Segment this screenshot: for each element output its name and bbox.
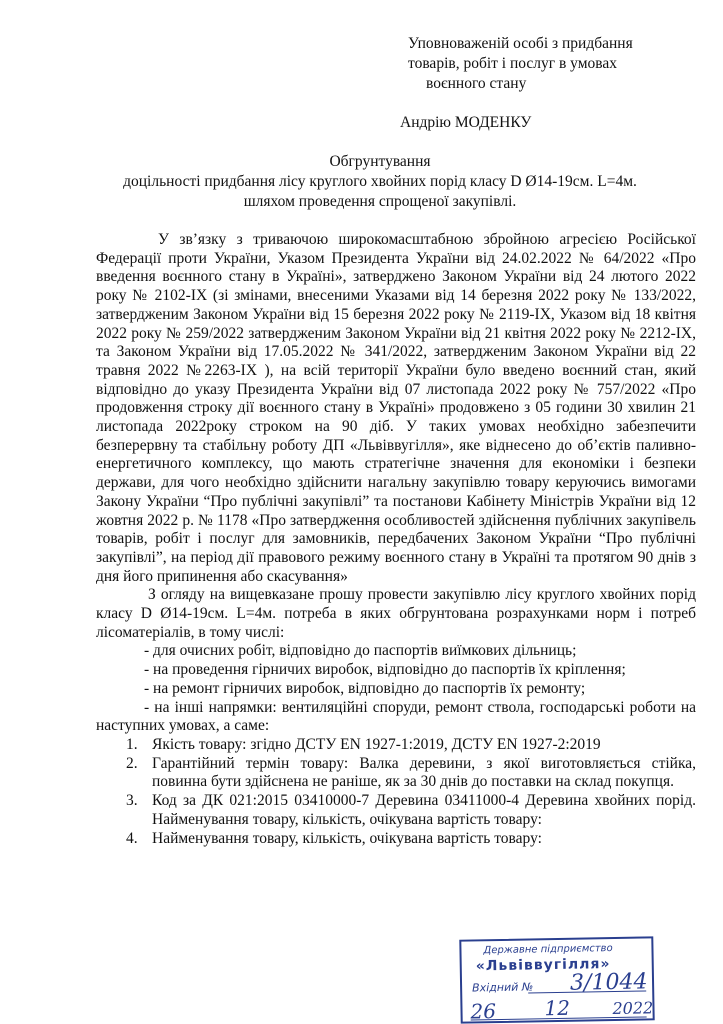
stamp-year: 2022 <box>612 998 654 1019</box>
title-line-1: Обгрунтування <box>329 153 431 170</box>
paragraph-1: У зв’язку з триваючою широкомасштабною збройною агресією Російської Федерації проти України, Указом Президента України від 24.02.2022 № 64/2022 «Про введення воєнного стану в Україні», затверджено Законом України від 24 лютого 2022 року № 2102-IX (зі змінами, внесеними Указами від 14 березня 2022 року № 133/2022, затвердженим Законом України від 15 березня 2022 року № 2119-IX, Указом від 18 квітня 2022 року № 259/2022 затвердженим Законом України від 21 квітня 2022 року № 2212-IX, та Законом України від 17.05.2022 № 341/2022, затвердженим Законом України від 22 травня 2022 №2263-IX ), на всій території України було введено воєнний стан, який відповідно до указу Президента України від 07 листопада 2022 року № 757/2022 «Про продовження строку дії воєнного стану в Україні» продовжено з 05 години 30 хвилин 21 листопада 2022року строком на 90 діб. У таких умовах необхідно забезпечити безперервну та стабільну роботу ДП «Львіввугілля», яке віднесено до об’єктів паливно-енергетичного комплексу, що мають стратегічне значення для економіки і безпеки держави, для чого необхідно здійснити нагальну закупівлю товару керуючись вимогами Закону України “Про публічні закупівлі” та постанови Кабінету Міністрів України від 12 жовтня 2022 р. № 1178 «Про затвердження особливостей здійснення публічних закупівель товарів, робіт і послуг для замовників, передбачених Законом України “Про публічні закупівлі”, на період дії правового режиму воєнного стану в Україні та протягом 90 днів з дня його припинення або скасування» <box>96 231 696 585</box>
bullet-item-2: - на проведення гірничих виробок, відповідно до паспортів їх кріплення; <box>144 661 626 679</box>
addressee-line-2: товарів, робіт і послуг в умовах <box>408 55 618 72</box>
stamp-org: Державне підприємство <box>483 943 613 957</box>
stamp-name: «Львіввугілля» <box>475 956 611 975</box>
stamp-incoming-label: Вхідний № <box>472 980 534 995</box>
addressee-line-3: воєнного стану <box>426 75 527 92</box>
list-item: 3. Код за ДК 021:2015 03410000-7 Деревина 03411000-4 Деревина хвойних порід. Найменування товару, кількість, очікувана вартість товару: <box>126 792 696 828</box>
stamp-day: 26 <box>470 999 497 1024</box>
list-item: 4. Найменування товару, кількість, очікувана вартість товару: <box>126 829 542 847</box>
paragraph-2: З огляду на вищевказане прошу провести закупівлю лісу круглого хвойних порід класу D Ø14-19см. L=4м. потреба в яких обгрунтована розрахунками норм і потреб лісоматеріалів, в тому числі: <box>96 586 696 641</box>
title-line-3: шляхом проведення спрощеної закупівлі. <box>243 193 517 210</box>
bullet-item-4: - на інші напрямки: вентиляційні споруди, ремонт ствола, господарські роботи на наступних умовах, а саме: <box>96 698 696 735</box>
list-item: 2. Гарантійний термін товару: Валка деревини, з якої виготовляється стійка, повинна бути здійснена не раніше, як за 30 днів до поставки на склад покупця. <box>126 754 696 791</box>
bullet-item-1: - для очисних робіт, відповідно до паспортів виїмкових дільниць; <box>144 642 577 660</box>
document-title <box>60 152 700 212</box>
document-body <box>96 231 696 848</box>
numbered-list <box>96 736 696 848</box>
addressee-line-1: Уповноваженій особі з придбання <box>408 35 633 52</box>
addressee-name: Андрію МОДЕНКУ <box>400 114 532 131</box>
addressee-block <box>408 34 633 94</box>
list-item: 1. Якість товару: згідно ДСТУ EN 1927-1:2019, ДСТУ EN 1927-2:2019 <box>126 735 601 753</box>
stamp-month: 12 <box>544 995 571 1021</box>
stamp-incoming-number: 3/1044 <box>569 969 648 996</box>
bullet-item-3: - на ремонт гірничих виробок, відповідно до паспортів їх ремонту; <box>144 679 586 697</box>
title-line-2: доцільності придбання лісу круглого хвойних порід класу D Ø14-19см. L=4м. <box>123 173 637 190</box>
registration-stamp <box>459 936 654 1023</box>
